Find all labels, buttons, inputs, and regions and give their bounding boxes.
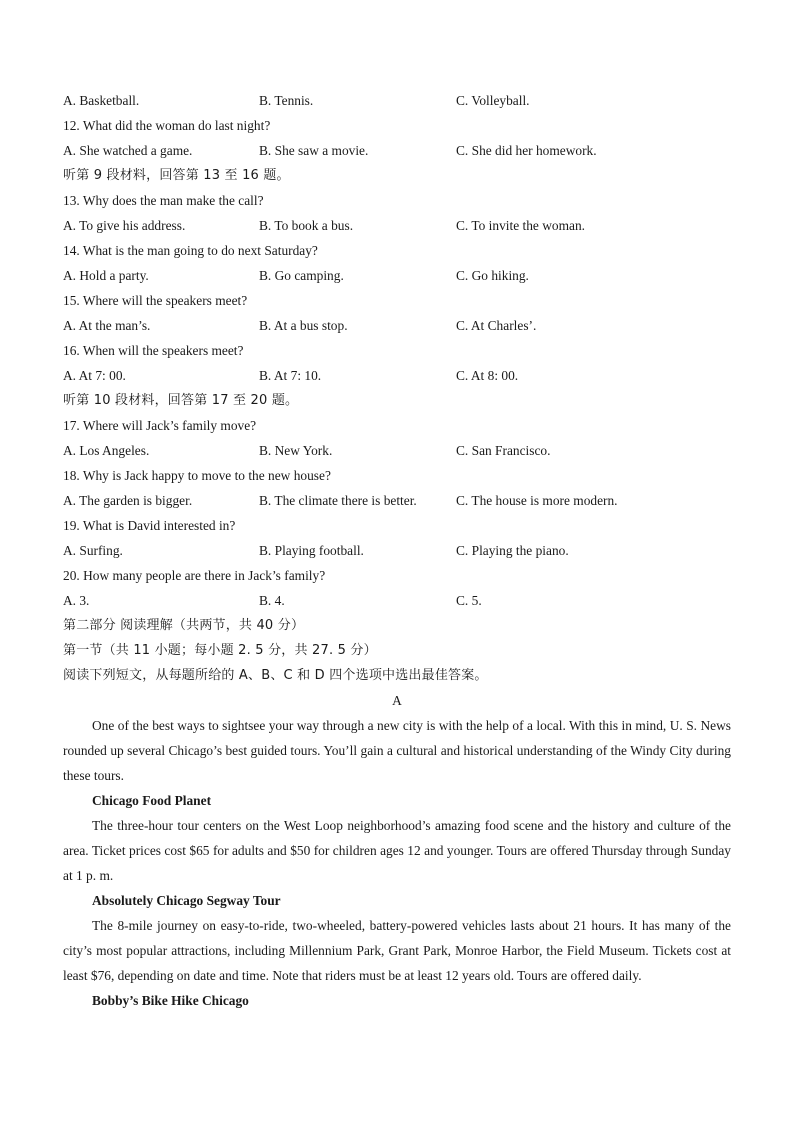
option-c: C. Go hiking. [456, 268, 529, 283]
option-a: A. The garden is bigger. [63, 493, 193, 508]
q14-options [63, 263, 731, 288]
tour2-text: The 8-mile journey on easy-to-ride, two-wheeled, battery-powered vehicles lasts about 21 hours. It has many of the city’s most popular attractions, including Millennium Park, Grant Park, Monroe Harbor, the Field Museum. Tickets cost at least $76, depending on date and time. Note that riders must be at least 12 years old. Tours are offered daily. [63, 918, 731, 983]
question-19: 19. What is David interested in? [63, 518, 236, 533]
option-a: A. She watched a game. [63, 143, 193, 158]
option-a: A. Surfing. [63, 543, 123, 558]
q13-options [63, 213, 731, 238]
part2-title: 第二部分 阅读理解（共两节，共 40 分） [63, 618, 305, 633]
option-a: A. Hold a party. [63, 268, 149, 283]
option-b: B. Playing football. [259, 543, 364, 558]
option-c: C. To invite the woman. [456, 218, 585, 233]
option-a: A. To give his address. [63, 218, 186, 233]
q20-options [63, 588, 731, 613]
option-b: B. Go camping. [259, 268, 344, 283]
option-c: C. The house is more modern. [456, 493, 618, 508]
exam-page [63, 88, 731, 1013]
question-14: 14. What is the man going to do next Saturday? [63, 243, 318, 258]
q12-options [63, 138, 731, 163]
question-18: 18. Why is Jack happy to move to the new house? [63, 468, 331, 483]
section1-title: 第一节（共 11 小题；每小题 2. 5 分，共 27. 5 分） [63, 643, 377, 658]
question-15: 15. Where will the speakers meet? [63, 293, 248, 308]
option-c: C. San Francisco. [456, 443, 551, 458]
option-c: C. She did her homework. [456, 143, 597, 158]
tour2-title: Absolutely Chicago Segway Tour [92, 893, 281, 908]
option-a: A. Los Angeles. [63, 443, 150, 458]
q19-options [63, 538, 731, 563]
section-part10: 听第 10 段材料，回答第 17 至 20 题。 [63, 393, 299, 408]
q17-options [63, 438, 731, 463]
option-b: B. At 7: 10. [259, 368, 322, 383]
question-17: 17. Where will Jack’s family move? [63, 418, 257, 433]
tour3-title: Bobby’s Bike Hike Chicago [92, 993, 249, 1008]
question-16: 16. When will the speakers meet? [63, 343, 244, 358]
tour1-title: Chicago Food Planet [92, 793, 212, 808]
option-b: B. She saw a movie. [259, 143, 369, 158]
section-part9: 听第 9 段材料，回答第 13 至 16 题。 [63, 168, 290, 183]
option-c: C. Playing the piano. [456, 543, 569, 558]
instructions: 阅读下列短文，从每题所给的 A、B、C 和 D 四个选项中选出最佳答案。 [63, 668, 488, 683]
option-c: C. At 8: 00. [456, 368, 519, 383]
option-b: B. New York. [259, 443, 333, 458]
option-c: C. Volleyball. [456, 93, 530, 108]
passage-intro: One of the best ways to sightsee your way through a new city is with the help of a local. With this in mind, U. S. News rounded up several Chicago’s best guided tours. You’ll gain a cultural and historical understanding of the Windy City during these tours. [63, 718, 731, 783]
option-a: A. At the man’s. [63, 318, 151, 333]
passage-letter: A [392, 693, 402, 708]
q11-options [63, 88, 731, 113]
option-c: C. 5. [456, 593, 482, 608]
question-13: 13. Why does the man make the call? [63, 193, 264, 208]
option-a: A. Basketball. [63, 93, 140, 108]
option-b: B. 4. [259, 593, 285, 608]
option-b: B. At a bus stop. [259, 318, 348, 333]
option-b: B. The climate there is better. [259, 493, 417, 508]
tour1-text: The three-hour tour centers on the West Loop neighborhood’s amazing food scene and the history and culture of the area. Ticket prices cost $65 for adults and $50 for children ages 12 and younger. Tours are offered Thursday through Sunday at 1 p. m. [63, 818, 731, 883]
q15-options [63, 313, 731, 338]
q16-options [63, 363, 731, 388]
option-c: C. At Charles’. [456, 318, 537, 333]
option-b: B. To book a bus. [259, 218, 354, 233]
question-20: 20. How many people are there in Jack’s family? [63, 568, 326, 583]
option-b: B. Tennis. [259, 93, 314, 108]
option-a: A. At 7: 00. [63, 368, 126, 383]
question-12: 12. What did the woman do last night? [63, 118, 271, 133]
option-a: A. 3. [63, 593, 90, 608]
q18-options [63, 488, 731, 513]
